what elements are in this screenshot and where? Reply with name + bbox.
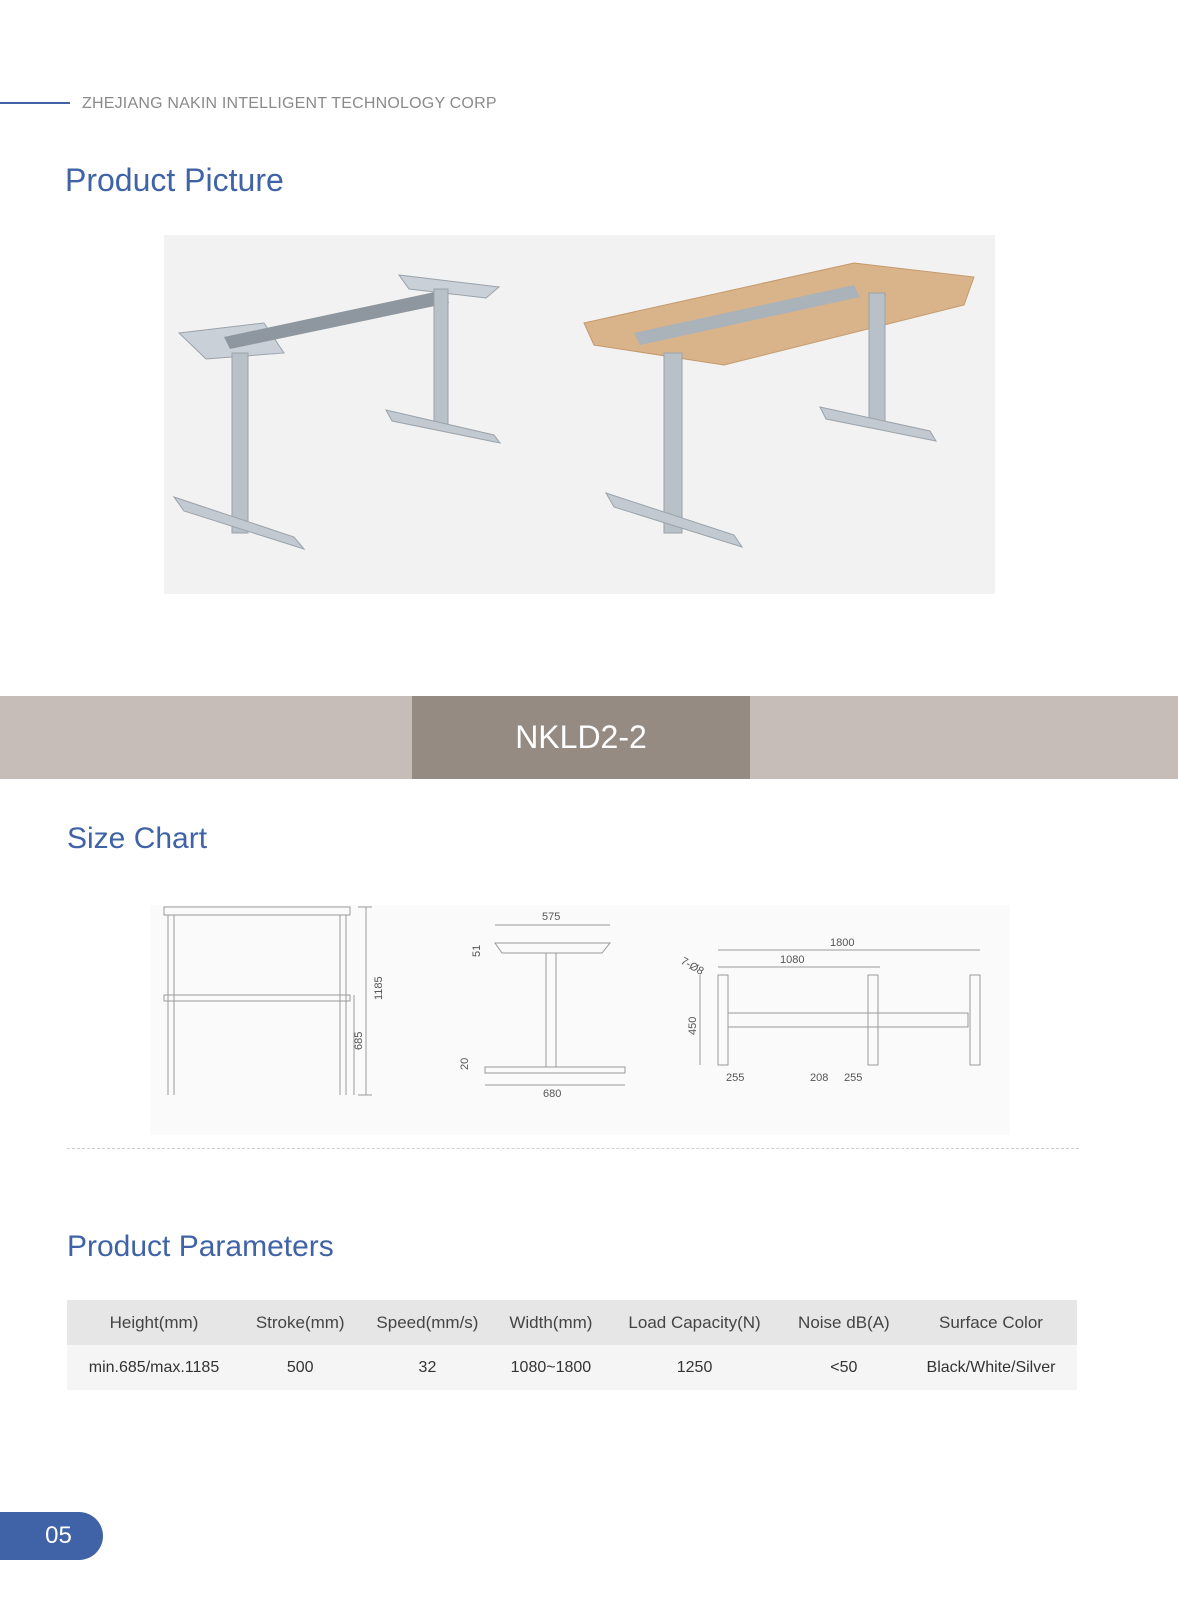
size-chart-drawings [150, 905, 1010, 1135]
dim-d2: 208 [810, 1072, 829, 1084]
company-name: ZHEJIANG NAKIN INTELLIGENT TECHNOLOGY CORP [82, 95, 497, 112]
dim-hole: 7-Ø8 [678, 955, 706, 978]
product-parameters-title: Product Parameters [67, 1230, 334, 1263]
page-number: 05 [0, 1512, 103, 1560]
product-picture-title: Product Picture [65, 162, 284, 198]
bare-frame [174, 275, 500, 549]
front-view-drawing [164, 907, 372, 1095]
top-view-drawing [700, 950, 980, 1065]
col-header: Width(mm) [495, 1300, 606, 1345]
cell-speed: 32 [359, 1345, 495, 1390]
table-row [67, 1345, 1077, 1390]
dim-top-width: 575 [542, 911, 561, 923]
col-header: Load Capacity(N) [606, 1300, 782, 1345]
col-header: Noise dB(A) [783, 1300, 905, 1345]
cell-noise: <50 [783, 1345, 905, 1390]
dim-foot-height: 20 [459, 1057, 471, 1070]
size-chart-title: Size Chart [67, 822, 208, 855]
col-header: Speed(mm/s) [359, 1300, 495, 1345]
section-divider [67, 1148, 1079, 1149]
parameters-table [67, 1300, 1077, 1390]
col-header: Height(mm) [67, 1300, 241, 1345]
dim-d3: 255 [844, 1072, 863, 1084]
header-accent-line [0, 102, 70, 104]
cell-width: 1080~1800 [495, 1345, 606, 1390]
dim-max-width: 1800 [830, 937, 855, 949]
cell-height: min.685/max.1185 [67, 1345, 241, 1390]
cell-stroke: 500 [241, 1345, 359, 1390]
technical-drawings [150, 905, 1010, 1135]
model-label: NKLD2-2 [412, 696, 750, 779]
model-band [0, 696, 1178, 779]
dim-foot-length: 680 [543, 1088, 562, 1100]
side-view-drawing [485, 925, 625, 1085]
cell-color: Black/White/Silver [905, 1345, 1077, 1390]
frame-with-top [584, 263, 974, 547]
dim-total-height: 1185 [373, 976, 385, 1000]
dim-min-width: 1080 [780, 954, 805, 966]
table-header-row [67, 1300, 1077, 1345]
dim-d1: 255 [726, 1072, 745, 1084]
desk-frame-illustration [164, 235, 995, 594]
product-photo [164, 235, 995, 594]
dim-min-height: 685 [353, 1031, 365, 1050]
dim-depth: 450 [687, 1016, 699, 1035]
col-header: Surface Color [905, 1300, 1077, 1345]
dim-top-thickness: 51 [471, 944, 483, 957]
col-header: Stroke(mm) [241, 1300, 359, 1345]
cell-load: 1250 [606, 1345, 782, 1390]
